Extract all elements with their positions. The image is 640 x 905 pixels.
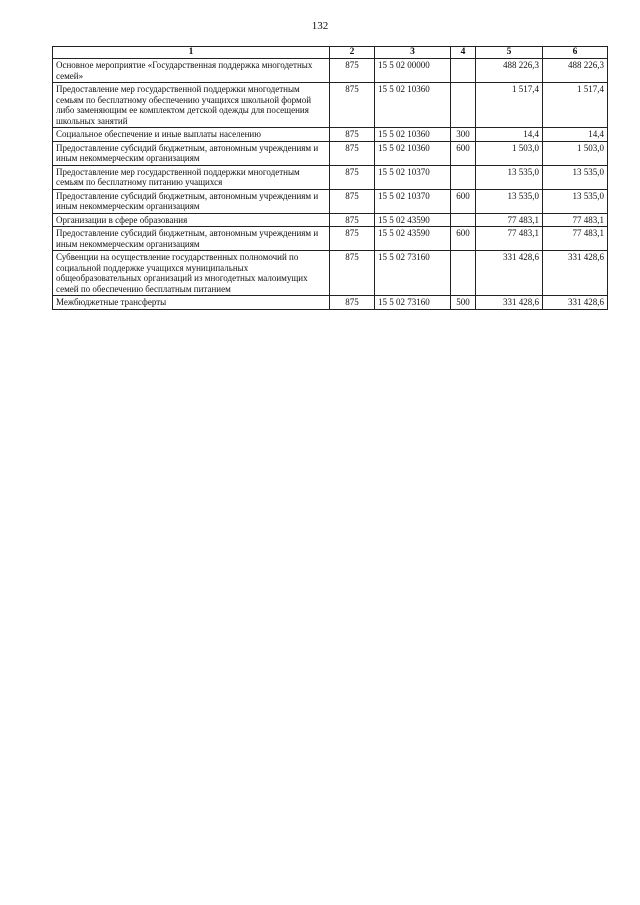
row-sum-2: 77 483,1 bbox=[543, 213, 608, 227]
row-csr: 15 5 02 10370 bbox=[375, 189, 451, 213]
table-row bbox=[53, 251, 608, 296]
row-sum-2: 331 428,6 bbox=[543, 296, 608, 310]
row-sum-1: 77 483,1 bbox=[476, 227, 543, 251]
header-col-2: 2 bbox=[330, 47, 375, 59]
row-name: Предоставление субсидий бюджетным, автономным учреждениям и иным некоммерческим организациям bbox=[53, 189, 330, 213]
row-name: Предоставление субсидий бюджетным, автономным учреждениям и иным некоммерческим организациям bbox=[53, 227, 330, 251]
row-sum-2: 77 483,1 bbox=[543, 227, 608, 251]
table-row bbox=[53, 227, 608, 251]
row-sum-2: 488 226,3 bbox=[543, 59, 608, 83]
row-sum-1: 488 226,3 bbox=[476, 59, 543, 83]
budget-table bbox=[52, 46, 608, 310]
table-row bbox=[53, 296, 608, 310]
row-csr: 15 5 02 43590 bbox=[375, 213, 451, 227]
header-col-3: 3 bbox=[375, 47, 451, 59]
row-vr bbox=[451, 213, 476, 227]
table-header-row bbox=[53, 47, 608, 59]
row-name: Основное мероприятие «Государственная поддержка многодетных семей» bbox=[53, 59, 330, 83]
row-vr bbox=[451, 165, 476, 189]
row-vr: 600 bbox=[451, 141, 476, 165]
row-vr bbox=[451, 83, 476, 128]
row-sum-1: 1 503,0 bbox=[476, 141, 543, 165]
row-grbs: 875 bbox=[330, 227, 375, 251]
row-sum-1: 13 535,0 bbox=[476, 189, 543, 213]
table-row bbox=[53, 59, 608, 83]
row-sum-2: 1 517,4 bbox=[543, 83, 608, 128]
row-csr: 15 5 02 73160 bbox=[375, 296, 451, 310]
row-csr: 15 5 02 10360 bbox=[375, 83, 451, 128]
table-row bbox=[53, 141, 608, 165]
row-grbs: 875 bbox=[330, 83, 375, 128]
row-grbs: 875 bbox=[330, 189, 375, 213]
header-col-5: 5 bbox=[476, 47, 543, 59]
row-sum-1: 331 428,6 bbox=[476, 251, 543, 296]
row-grbs: 875 bbox=[330, 59, 375, 83]
header-col-6: 6 bbox=[543, 47, 608, 59]
table-row bbox=[53, 165, 608, 189]
row-sum-1: 1 517,4 bbox=[476, 83, 543, 128]
table-row bbox=[53, 128, 608, 142]
row-name: Предоставление мер государственной поддержки многодетным семьям по бесплатному обеспечению учащихся школьной формой либо заменяющим ее комплектом детской одежды для посещения школьных занятий bbox=[53, 83, 330, 128]
row-name: Организации в сфере образования bbox=[53, 213, 330, 227]
row-name: Предоставление мер государственной поддержки многодетным семьям по бесплатному питанию учащихся bbox=[53, 165, 330, 189]
row-sum-2: 14,4 bbox=[543, 128, 608, 142]
row-csr: 15 5 02 10360 bbox=[375, 128, 451, 142]
row-name: Предоставление субсидий бюджетным, автономным учреждениям и иным некоммерческим организациям bbox=[53, 141, 330, 165]
row-vr: 600 bbox=[451, 227, 476, 251]
row-sum-2: 13 535,0 bbox=[543, 165, 608, 189]
row-name: Субвенции на осуществление государственных полномочий по социальной поддержке учащихся муниципальных общеобразовательных организаций из многодетных малоимущих семей по обеспечению бесплатным питанием bbox=[53, 251, 330, 296]
table-row bbox=[53, 213, 608, 227]
header-col-1: 1 bbox=[53, 47, 330, 59]
row-vr bbox=[451, 251, 476, 296]
row-grbs: 875 bbox=[330, 213, 375, 227]
row-grbs: 875 bbox=[330, 128, 375, 142]
row-vr: 500 bbox=[451, 296, 476, 310]
row-grbs: 875 bbox=[330, 251, 375, 296]
row-csr: 15 5 02 10360 bbox=[375, 141, 451, 165]
row-csr: 15 5 02 43590 bbox=[375, 227, 451, 251]
row-grbs: 875 bbox=[330, 296, 375, 310]
row-vr: 600 bbox=[451, 189, 476, 213]
row-grbs: 875 bbox=[330, 165, 375, 189]
row-sum-1: 14,4 bbox=[476, 128, 543, 142]
row-csr: 15 5 02 73160 bbox=[375, 251, 451, 296]
row-name: Межбюджетные трансферты bbox=[53, 296, 330, 310]
row-vr: 300 bbox=[451, 128, 476, 142]
row-sum-1: 13 535,0 bbox=[476, 165, 543, 189]
row-sum-1: 331 428,6 bbox=[476, 296, 543, 310]
row-vr bbox=[451, 59, 476, 83]
row-sum-2: 331 428,6 bbox=[543, 251, 608, 296]
row-csr: 15 5 02 10370 bbox=[375, 165, 451, 189]
row-sum-2: 13 535,0 bbox=[543, 189, 608, 213]
table-row bbox=[53, 189, 608, 213]
row-csr: 15 5 02 00000 bbox=[375, 59, 451, 83]
row-grbs: 875 bbox=[330, 141, 375, 165]
row-sum-1: 77 483,1 bbox=[476, 213, 543, 227]
header-col-4: 4 bbox=[451, 47, 476, 59]
table-row bbox=[53, 83, 608, 128]
row-sum-2: 1 503,0 bbox=[543, 141, 608, 165]
page-number: 132 bbox=[311, 20, 329, 32]
row-name: Социальное обеспечение и иные выплаты населению bbox=[53, 128, 330, 142]
